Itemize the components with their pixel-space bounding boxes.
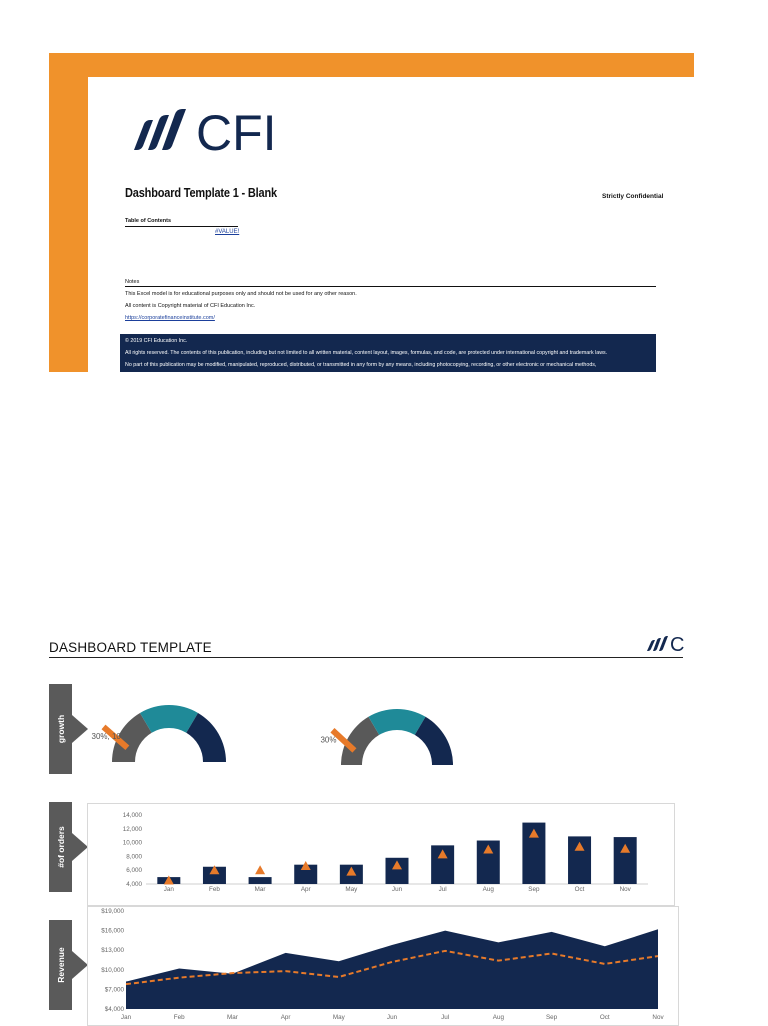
tab-orders[interactable] [49,802,72,892]
dashboard-title-underline [49,657,683,658]
orders-x-tick: Mar [254,886,266,893]
confidential-label: Strictly Confidential [602,193,664,200]
revenue-area [126,929,658,1009]
orders-y-tick: 10,000 [122,839,142,847]
growth-gauge-2 [320,680,468,770]
copyright-line-2: All rights reserved. The contents of this publication, including but not limited to all written material, content layout, images, formulas, and code, are protected under international copyright and trademark laws. [125,350,608,356]
dashboard-title: DASHBOARD TEMPLATE [49,640,212,655]
orders-chart [88,804,673,904]
tab-growth[interactable] [49,684,72,774]
orders-y-tick: 4,000 [126,881,142,888]
tab-revenue-label: Revenue [55,947,66,983]
revenue-y-tick: $13,000 [101,947,124,955]
copyright-line-1: © 2019 CFI Education Inc. [125,338,188,344]
revenue-chart [88,907,677,1024]
tab-growth-label: growth [55,714,66,744]
orders-x-tick: Jul [438,886,447,893]
revenue-x-tick: Sep [545,1014,558,1021]
toc-divider [125,226,238,227]
orders-x-tick: Jun [391,886,403,893]
orders-x-tick: Sep [528,886,540,893]
dashboard-cfi-logo [646,632,686,654]
revenue-x-tick: May [332,1014,345,1021]
orders-bar [249,877,272,884]
orders-y-tick: 8,000 [126,853,142,861]
revenue-y-tick: $19,000 [101,908,124,915]
revenue-y-tick: $10,000 [101,966,124,974]
tab-growth-arrow [72,715,88,743]
orders-y-tick: 14,000 [122,812,142,819]
table-of-contents-label: Table of Contents [125,218,172,224]
cfi-logo [126,105,286,161]
orders-y-tick: 6,000 [126,867,142,875]
orders-x-tick: Apr [300,886,311,893]
revenue-x-tick: Oct [599,1014,610,1021]
website-link[interactable]: https://corporatefinanceinstitute.com/ [125,315,215,321]
orders-x-tick: Nov [619,886,631,893]
revenue-x-tick: Mar [226,1014,238,1021]
gauge-value-label: 30%, 10 [91,731,121,741]
revenue-x-tick: Jan [120,1014,132,1021]
orders-marker [255,865,265,874]
note-copyright: All content is Copyright material of CFI Education Inc. [125,303,256,309]
revenue-y-tick: $7,000 [104,986,124,994]
tab-orders-arrow [72,833,88,861]
growth-gauge-1 [91,680,240,770]
orders-x-tick: Jan [163,886,174,893]
orders-y-tick: 12,000 [122,825,142,833]
document-title: Dashboard Template 1 - Blank [125,186,277,200]
note-educational: This Excel model is for educational purposes only and should not be used for any other reason. [125,291,357,297]
orders-x-tick: Oct [574,886,585,893]
revenue-y-tick: $4,000 [104,1006,124,1013]
orders-x-tick: Feb [209,886,220,893]
tab-revenue-arrow [72,951,88,979]
orders-x-tick: May [345,886,358,893]
revenue-x-tick: Apr [280,1014,291,1021]
gauge-slice-2 [368,709,425,735]
revenue-x-tick: Aug [492,1014,505,1021]
toc-value-link[interactable]: #VALUE! [215,229,240,235]
tab-revenue[interactable] [49,920,72,1010]
revenue-x-tick: Feb [173,1014,185,1021]
svg-text:C: C [670,634,685,656]
gauge-value-label: 30% [320,735,337,745]
notes-divider [125,286,656,287]
svg-text:CFI: CFI [196,105,277,161]
revenue-y-tick: $16,000 [101,927,124,935]
notes-label: Notes [125,279,140,285]
orders-x-tick: Aug [482,886,494,893]
copyright-line-3: No part of this publication may be modified, manipulated, reproduced, distributed, or transmitted in any form by any means, including photocopying, recording, or other electronic or mechanical methods, [125,362,597,368]
tab-orders-label: #of orders [55,826,66,868]
revenue-x-tick: Jul [441,1014,450,1021]
revenue-x-tick: Nov [652,1014,664,1021]
revenue-x-tick: Jun [386,1014,398,1021]
